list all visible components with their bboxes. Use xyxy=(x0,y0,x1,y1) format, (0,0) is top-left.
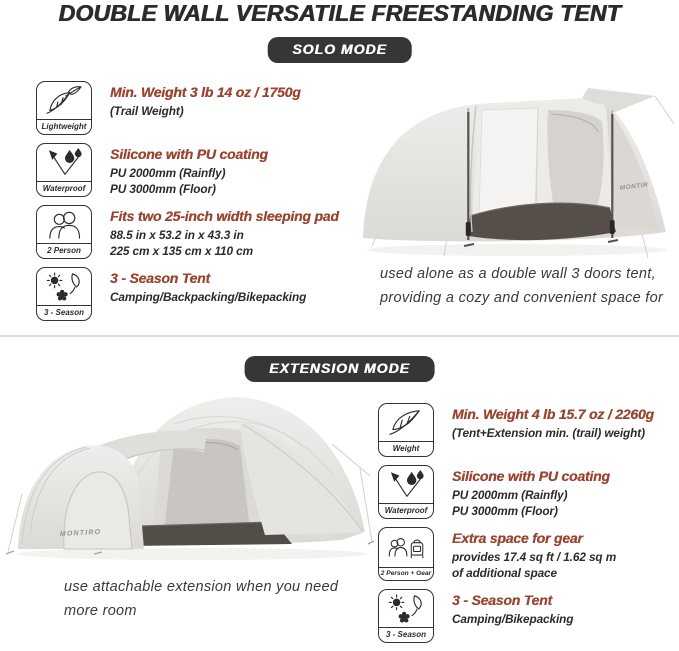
feature-heading: Min. Weight 3 lb 14 oz / 1750g xyxy=(110,84,301,100)
feature-text xyxy=(452,589,573,643)
feature-text xyxy=(110,205,339,259)
feature-text xyxy=(452,527,616,581)
three-season-icon xyxy=(379,590,433,627)
feature-heading: Silicone with PU coating xyxy=(110,146,268,162)
feature-line: Camping/Backpacking/Bikepacking xyxy=(110,290,307,304)
feature-three-season xyxy=(378,589,654,643)
extension-mode-badge: EXTENSION MODE xyxy=(244,356,435,382)
feature-heading: Silicone with PU coating xyxy=(452,468,610,484)
feature-line: (Tent+Extension min. (trail) weight) xyxy=(452,426,645,440)
extension-feature-list xyxy=(378,403,654,651)
icon-label: 2 Person xyxy=(37,243,91,258)
feature-waterproof xyxy=(378,465,654,519)
feature-line: 225 cm x 135 cm x 110 cm xyxy=(110,243,253,258)
two-person-gear-icon xyxy=(379,528,433,567)
tent-brand-text: MONTIR xyxy=(619,181,649,192)
icon-label: Waterproof xyxy=(379,503,433,518)
waterproof-icon-box xyxy=(378,465,434,519)
solo-tent-photo xyxy=(352,66,679,262)
two-person-icon xyxy=(37,206,91,243)
feather-double-icon xyxy=(37,82,91,119)
waterproof-icon xyxy=(37,144,91,181)
icon-label: 3 - Season xyxy=(379,627,433,642)
feature-heading: Min. Weight 4 lb 15.7 oz / 2260g xyxy=(452,406,654,422)
solo-caption xyxy=(380,263,663,310)
feature-line: 88.5 in x 53.2 in x 43.3 in xyxy=(110,228,244,242)
three-season-icon-box xyxy=(378,589,434,643)
waterproof-icon xyxy=(379,466,433,503)
feature-lightweight xyxy=(36,81,339,135)
section-divider xyxy=(0,335,679,337)
solo-feature-list xyxy=(36,81,339,329)
icon-label: Waterproof xyxy=(37,181,91,196)
feature-heading: Extra space for gear xyxy=(452,530,583,546)
feature-heading: 3 - Season Tent xyxy=(110,270,210,286)
feature-text xyxy=(110,267,306,321)
feature-text xyxy=(110,81,301,135)
feature-heading: 3 - Season Tent xyxy=(452,592,552,608)
feature-two-person-gear xyxy=(378,527,654,581)
icon-label: 3 - Season xyxy=(37,305,91,320)
solo-mode-badge: SOLO MODE xyxy=(267,37,412,63)
caption-line: more room xyxy=(64,603,137,619)
feature-text xyxy=(110,143,268,197)
weight-icon-box xyxy=(378,403,434,457)
feature-line: PU 3000mm (Floor) xyxy=(452,503,558,518)
feature-line: Camping/Bikepacking xyxy=(452,612,574,626)
feature-line: (Trail Weight) xyxy=(110,104,184,118)
icon-label: Lightweight xyxy=(37,119,91,134)
caption-line: providing a cozy and convenient space for xyxy=(380,289,664,306)
feather-icon xyxy=(379,404,433,441)
feature-line: provides 17.4 sq ft / 1.62 sq m xyxy=(452,550,617,564)
feature-weight xyxy=(378,403,654,457)
icon-label: Weight xyxy=(379,441,433,456)
feature-waterproof xyxy=(36,143,339,197)
two-person-icon-box xyxy=(36,205,92,259)
tent-brand-text: MONTIRO xyxy=(59,528,102,538)
feature-text xyxy=(452,465,610,519)
waterproof-icon-box xyxy=(36,143,92,197)
caption-line: use attachable extension when you need xyxy=(64,579,339,595)
feature-line: of additional space xyxy=(452,565,557,580)
feature-text xyxy=(452,403,654,457)
three-season-icon xyxy=(37,268,91,305)
extension-caption xyxy=(64,575,338,623)
icon-label: 2 Person + Gear xyxy=(379,567,433,580)
feature-line: PU 2000mm (Rainfly) xyxy=(110,166,226,180)
caption-line: used alone as a double wall 3 doors tent, xyxy=(380,266,656,282)
two-person-gear-icon-box xyxy=(378,527,434,581)
feature-three-season xyxy=(36,267,339,321)
feature-heading: Fits two 25-inch width sleeping pad xyxy=(110,208,339,224)
feature-two-person xyxy=(36,205,339,259)
extension-tent-photo xyxy=(2,384,374,564)
page-title: DOUBLE WALL VERSATILE FREESTANDING TENT xyxy=(58,0,621,26)
feature-line: PU 2000mm (Rainfly) xyxy=(452,488,568,502)
three-season-icon-box xyxy=(36,267,92,321)
lightweight-icon-box xyxy=(36,81,92,135)
feature-line: PU 3000mm (Floor) xyxy=(110,181,216,196)
